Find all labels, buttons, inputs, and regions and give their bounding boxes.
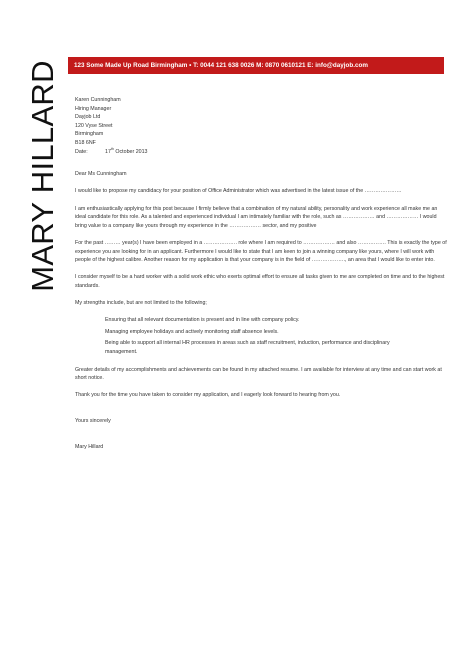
closing: Yours sincerely: [75, 418, 111, 424]
recipient-company: Dayjob Ltd: [75, 114, 101, 121]
strengths-list: [105, 316, 405, 356]
list-item: Ensuring that all relevant documentation is present and in line with company policy.: [105, 317, 300, 324]
list-item: Managing employee holidays and actively monitoring staff absence levels.: [105, 328, 279, 335]
paragraph-intro: I would like to propose my candidacy for your position of Office Administrator which was advertised in the latest issue of the …………………: [75, 188, 402, 195]
salutation: Dear Ms Cunningham: [75, 171, 127, 178]
date-month-year: October 2013: [113, 148, 148, 155]
paragraph-achievements: Greater details of my accomplishments and achievements can be found in my attached resume. I am available for interview at any time and can start work at short notice.: [75, 366, 442, 382]
signature-name: Mary Hillard: [75, 443, 104, 450]
recipient-title: Hiring Manager: [75, 105, 112, 112]
list-item: Being able to support all internal HR processes in areas such as staff recruitment, induction, performance and disciplinary management.: [105, 340, 390, 356]
date-label: Date:: [75, 148, 88, 155]
applicant-name: MARY HILLARD: [25, 60, 60, 292]
letter-date: [75, 148, 447, 157]
paragraph-thanks: Thank you for the time you have taken to consider my application, and I eagerly look forward to hearing from you.: [75, 392, 341, 399]
recipient-address: [75, 96, 447, 148]
letter-body: [75, 96, 447, 451]
recipient-name: Karen Cunningham: [75, 97, 121, 103]
date-day: 17: [105, 148, 111, 155]
strengths-intro: My strengths include, but are not limited to the following;: [75, 300, 207, 307]
recipient-street: 120 Vyse Street: [75, 122, 113, 129]
paragraph-motivation: I am enthusiastically applying for this post because I firmly believe that a combination of my natural ability, personality and work experience all make me an ideal candidate for this role. As a talented and experienced individual I am intimately familiar with the role, such as ……………… and ……………… I would bring value to a company like yours through my experience in the ……………… sector, and my positive: [75, 205, 438, 229]
recipient-city: Birmingham: [75, 131, 104, 138]
date-suffix: th: [110, 146, 114, 151]
paragraph-experience: For the past ……… year(s) I have been employed in a ………………. role where I am required to ……………… and also ……………. This is exactly the type of experience you are looking for in an applicant. Furthermore I would like to state that I am keen to join a winning company like yours, where I will work with people of the highest calibre. Another reason for my application is that your company is in the field of ………………., an area that I would like to enter into.: [75, 239, 447, 264]
vertical-name-banner: [20, 57, 66, 295]
contact-details: 123 Some Made Up Road Birmingham • T: 0044 121 638 0026 M: 0870 0610121 E: info@dayjob.com: [74, 62, 368, 69]
recipient-postcode: B18 6NF: [75, 139, 96, 146]
paragraph-work-ethic: I consider myself to be a hard worker with a solid work ethic who exerts optimal effort to ensure all tasks given to me are completed on time and to the highest standards.: [75, 274, 445, 289]
contact-header-bar: [68, 57, 444, 74]
